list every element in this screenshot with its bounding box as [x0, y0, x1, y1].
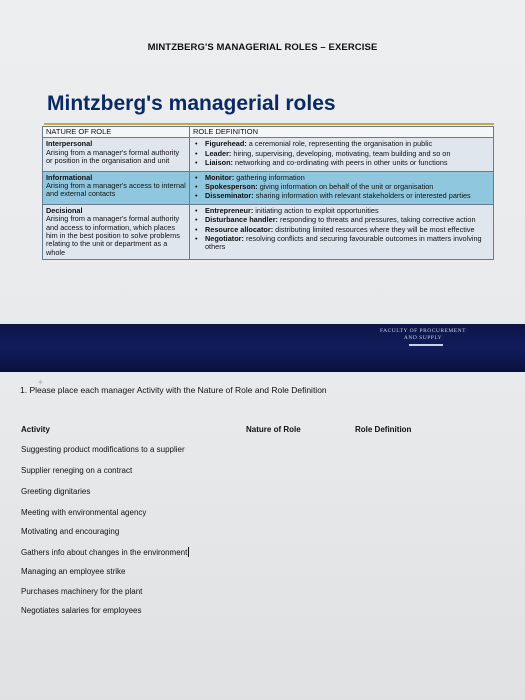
- faculty-line-1: FACULTY OF PROCUREMENT: [380, 328, 466, 334]
- table-row-decisional: [43, 204, 494, 259]
- activity-item[interactable]: Suggesting product modifications to a supplier: [21, 445, 185, 454]
- nature-cell: [43, 171, 190, 204]
- definition-term: Leader:: [205, 148, 232, 158]
- activity-item[interactable]: Negotiates salaries for employees: [21, 606, 142, 615]
- definition-item: [205, 159, 490, 167]
- faculty-logo-text: [353, 328, 493, 341]
- exercise-question: 1. Please place each manager Activity with the Nature of Role and Role Definition: [20, 385, 327, 395]
- definition-item: [205, 183, 490, 191]
- column-activity: Activity: [21, 425, 50, 434]
- table-row-interpersonal: [43, 138, 494, 171]
- definition-term: Entrepreneur:: [205, 205, 254, 215]
- definition-cell: [190, 138, 494, 171]
- definition-item: [205, 235, 490, 252]
- definition-term: Liaison:: [205, 158, 233, 168]
- header-nature-of-role: NATURE OF ROLE: [43, 127, 190, 138]
- definition-list: [193, 140, 490, 167]
- nature-cell: [43, 204, 190, 259]
- definition-text: resolving conflicts and securing favourable outcomes in matters involving others: [205, 234, 482, 252]
- definition-term: Resource allocator:: [205, 224, 274, 234]
- nature-name: Decisional: [46, 205, 83, 215]
- activity-item[interactable]: Motivating and encouraging: [21, 527, 120, 536]
- definition-item: [205, 216, 490, 224]
- definition-text: sharing information with relevant stakeholders or interested parties: [253, 191, 471, 201]
- sparkle-icon: ✦: [37, 378, 44, 387]
- definition-item: [205, 207, 490, 215]
- nature-cell: [43, 138, 190, 171]
- definition-list: [193, 207, 490, 252]
- activity-item-editing[interactable]: [21, 547, 189, 557]
- activity-item[interactable]: Purchases machinery for the plant: [21, 587, 143, 596]
- activity-item[interactable]: Managing an employee strike: [21, 567, 126, 576]
- definition-text: initiating action to exploit opportunities: [253, 205, 379, 215]
- definition-item: [205, 192, 490, 200]
- nature-name: Interpersonal: [46, 139, 93, 149]
- definition-term: Monitor:: [205, 172, 235, 182]
- definition-text: hiring, supervising, developing, motivating, team building and so on: [231, 148, 451, 158]
- faculty-line-2: AND SUPPLY: [403, 334, 443, 341]
- table-row-informational: [43, 171, 494, 204]
- activity-item[interactable]: Supplier reneging on a contract: [21, 466, 133, 475]
- definition-text: a ceremonial role, representing the organisation in public: [246, 139, 433, 149]
- header-role-definition: ROLE DEFINITION: [190, 127, 494, 138]
- activity-item[interactable]: Meeting with environmental agency: [21, 508, 147, 517]
- column-nature-of-role: Nature of Role: [246, 425, 301, 434]
- definition-list: [193, 174, 490, 201]
- definition-item: [205, 150, 490, 158]
- nature-name: Informational: [46, 172, 93, 182]
- definition-cell: [190, 171, 494, 204]
- faculty-logo-mark: [409, 344, 443, 346]
- title-divider: [44, 123, 494, 125]
- slide-footer-band: [0, 324, 525, 372]
- text-cursor: [188, 547, 189, 557]
- document-title: MINTZBERG'S MANAGERIAL ROLES – EXERCISE: [147, 42, 378, 53]
- definition-text: distributing limited resources where they will be most effective: [273, 224, 475, 234]
- definition-item: [205, 140, 490, 148]
- definition-item: [205, 226, 490, 234]
- definition-text: gathering information: [234, 172, 305, 182]
- definition-cell: [190, 204, 494, 259]
- definition-term: Spokesperson:: [205, 182, 258, 192]
- nature-description: Arising from a manager's formal authority or position in the organisation and unit: [46, 147, 180, 166]
- definition-text: responding to threats and pressures, taking corrective action: [277, 215, 476, 225]
- activity-text[interactable]: Gathers info about changes in the environment: [21, 548, 188, 557]
- slide-title: Mintzberg's managerial roles: [47, 92, 336, 115]
- definition-term: Disseminator:: [205, 191, 254, 201]
- definition-text: networking and co-ordinating with peers in other units or functions: [232, 158, 448, 168]
- column-role-definition: Role Definition: [355, 425, 412, 434]
- definition-text: giving information on behalf of the unit or organisation: [257, 182, 434, 192]
- roles-table: [42, 126, 494, 260]
- definition-term: Figurehead:: [205, 139, 247, 149]
- activity-item[interactable]: Greeting dignitaries: [21, 487, 91, 496]
- definition-item: [205, 174, 490, 182]
- definition-term: Negotiator:: [205, 234, 244, 244]
- nature-description: Arising from a manager's access to internal and external contacts: [46, 181, 186, 199]
- definition-term: Disturbance handler:: [205, 215, 278, 225]
- nature-description: Arising from a manager's formal authority and access to information, which places him in the best position to solve problems relating to the unit or department as a whole: [46, 214, 180, 257]
